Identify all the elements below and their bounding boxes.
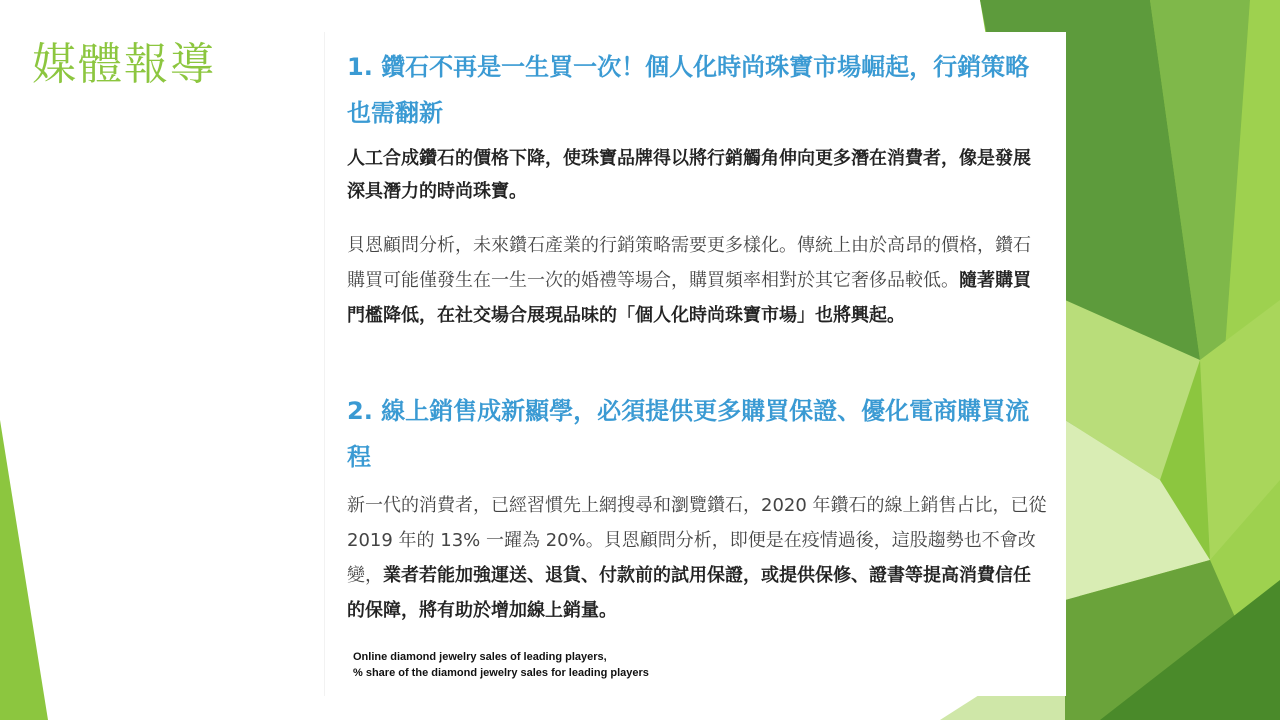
slide-title: 媒體報導	[32, 39, 216, 90]
section1-paragraph	[347, 228, 1047, 333]
section2-paragraph	[347, 488, 1047, 628]
section1-paragraph-bold: 隨著購買門檻降低，在社交場合展現品味的「個人化時尚珠寶市場」也將興起。	[347, 270, 1031, 326]
section2-heading: 2. 線上銷售成新顯學，必須提供更多購買保證、優化電商購買流程	[347, 397, 1030, 471]
section1-paragraph-text: 貝恩顧問分析，未來鑽石產業的行銷策略需要更多樣化。傳統上由於高昂的價格，鑽石購買可能僅發生在一生一次的婚禮等場合，購買頻率相對於其它奢侈品較低。	[347, 235, 1031, 291]
chart-caption	[353, 649, 853, 681]
chart-caption-line1: Online diamond jewelry sales of leading players,	[353, 651, 607, 663]
section2-paragraph-bold: 業者若能加強運送、退貨、付款前的試用保證，或提供保修、證書等提高消費信任的保障，將有助於增加線上銷量。	[347, 565, 1031, 621]
section2-paragraph-text: 新一代的消費者，已經習慣先上網搜尋和瀏覽鑽石，2020 年鑽石的線上銷售占比，已從 2019 年的 13% 一躍為 20%。貝恩顧問分析，即便是在疫情過後，這股趨勢也不會改變，	[347, 495, 1047, 586]
section1-lead: 人工合成鑽石的價格下降，使珠寶品牌得以將行銷觸角伸向更多潛在消費者，像是發展深具潛力的時尚珠寶。	[347, 148, 1031, 202]
article-screenshot	[324, 32, 1066, 696]
chart-caption-line2: % share of the diamond jewelry sales for leading players	[353, 667, 649, 679]
section1-heading: 1. 鑽石不再是一生買一次！個人化時尚珠寶市場崛起，行銷策略也需翻新	[347, 53, 1030, 127]
